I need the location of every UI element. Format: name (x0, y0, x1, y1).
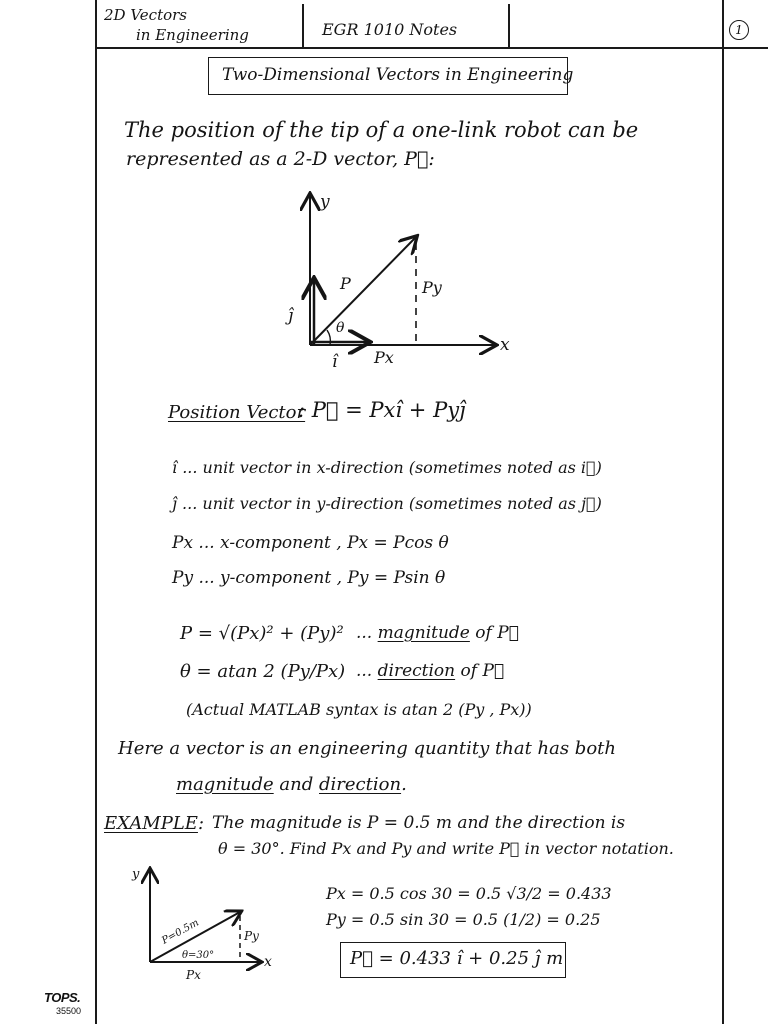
vector-definition-direction: direction (319, 774, 402, 795)
header-subject-line2: in Engineering (136, 26, 249, 44)
p-vector (310, 237, 416, 345)
page-title: Two-Dimensional Vectors in Engineering (222, 65, 574, 85)
diagram-j-label: ĵ (288, 306, 294, 326)
direction-note-suffix: of P⃗ (455, 661, 505, 681)
matlab-note: (Actual MATLAB syntax is atan 2 (Py , Px)) (186, 700, 532, 719)
vector-definition-and: and (279, 774, 314, 795)
header-divider-2 (508, 4, 510, 48)
right-margin-line (722, 0, 724, 1024)
diagram-x-label: x (500, 335, 510, 355)
example-px-label: Px (186, 968, 201, 982)
example-heading (104, 813, 204, 834)
solution-px: Px = 0.5 cos 30 = 0.5 √3/2 = 0.433 (326, 884, 612, 903)
left-margin-line (95, 0, 97, 1024)
example-y-label: y (132, 867, 140, 882)
example-line1: The magnitude is P = 0.5 m and the direction is (212, 813, 626, 833)
example-label: EXAMPLE (104, 813, 198, 834)
page-number: 1 (735, 23, 743, 37)
diagram-y-label: y (320, 192, 330, 212)
example-colon: : (197, 813, 205, 834)
direction-formula: θ = atan 2 (Py/Px) (180, 661, 346, 682)
diagram-p-label: P (340, 274, 351, 293)
definition-py: Py ... y-component , Py = Psin θ (172, 568, 446, 588)
magnitude-note-suffix: of P⃗ (469, 623, 519, 643)
magnitude-note-word: magnitude (377, 623, 470, 643)
example-theta-label: θ=30° (182, 950, 215, 961)
intro-line2: represented as a 2-D vector, P⃗: (126, 148, 435, 170)
magnitude-note-prefix: ... (356, 623, 378, 643)
position-vector-equation: : P⃗ = Pxî + Pyĵ (298, 398, 466, 422)
intro-line1: The position of the tip of a one-link robot can be (124, 118, 639, 142)
footer-code: 35500 (56, 1006, 82, 1016)
vector-diagram (270, 185, 530, 375)
vector-definition-line2 (176, 774, 407, 795)
direction-note-prefix: ... (356, 661, 378, 681)
vector-definition-end: . (401, 774, 407, 795)
diagram-px-label: Px (374, 348, 394, 367)
tops-logo: TOPS. (44, 990, 81, 1005)
example-py-label: Py (244, 929, 259, 943)
header-divider-1 (302, 4, 304, 48)
header-bottom-line (95, 47, 768, 49)
definition-px: Px ... x-component , Px = Pcos θ (172, 533, 449, 553)
solution-result: P⃗ = 0.433 î + 0.25 ĵ m (350, 948, 564, 969)
header-course: EGR 1010 Notes (322, 20, 458, 39)
diagram-theta-label: θ (336, 320, 345, 336)
vector-definition-line1: Here a vector is an engineering quantity that has both (118, 738, 616, 759)
magnitude-formula: P = √(Px)² + (Py)² (180, 623, 344, 644)
solution-py: Py = 0.5 sin 30 = 0.5 (1/2) = 0.25 (326, 910, 601, 929)
example-x-label: x (264, 954, 272, 970)
magnitude-note (356, 623, 519, 643)
example-line2: θ = 30°. Find Px and Py and write P⃗ in vector notation. (218, 839, 674, 858)
definition-j: ĵ ... unit vector in y-direction (sometimes noted as j⃗) (172, 494, 602, 513)
direction-note (356, 661, 504, 681)
diagram-py-label: Py (422, 278, 442, 297)
example-p-label: P=0.5m (160, 917, 201, 947)
header-subject-line1: 2D Vectors (104, 6, 187, 24)
direction-note-word: direction (377, 661, 456, 681)
page-number-badge (729, 20, 749, 40)
position-vector-label: Position Vector (168, 402, 306, 423)
diagram-i-label: î (332, 352, 338, 372)
definition-i: î ... unit vector in x-direction (sometimes noted as i⃗) (172, 458, 602, 477)
vector-definition-magnitude: magnitude (176, 774, 274, 795)
example-diagram (120, 862, 290, 987)
